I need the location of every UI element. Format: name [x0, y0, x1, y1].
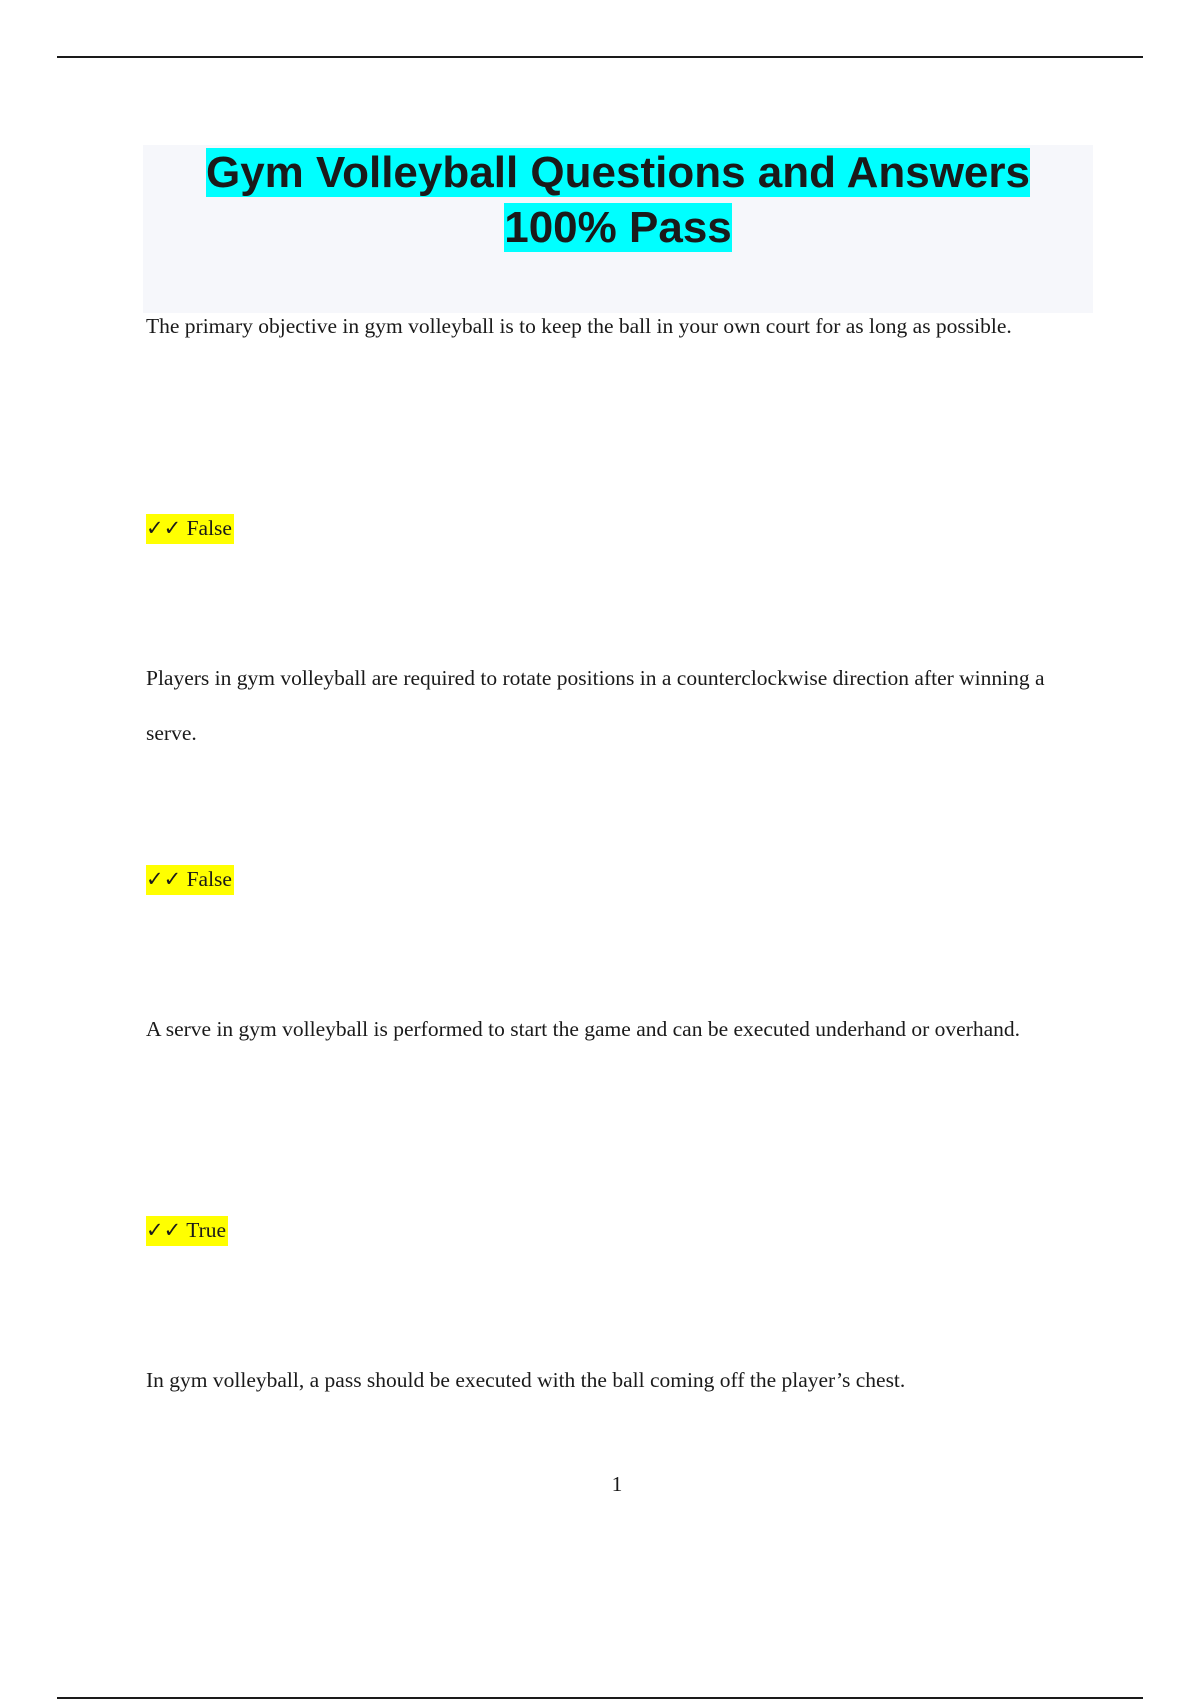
- question-block: [146, 1002, 1066, 1057]
- question-text: Players in gym volleyball are required to rotate positions in a counterclockwise direction after winning a serve.: [146, 666, 1045, 745]
- question-block: [146, 651, 1066, 761]
- answer-text: False: [186, 516, 232, 540]
- answer-highlight: [146, 1216, 228, 1246]
- answer-text: False: [186, 867, 232, 891]
- question-block: [146, 1353, 1146, 1408]
- answer: [146, 511, 234, 545]
- answer-text: True: [186, 1218, 227, 1242]
- question-text: The primary objective in gym volleyball is to keep the ball in your own court for as long as possible.: [146, 314, 1012, 338]
- answer-highlight: [146, 865, 234, 895]
- question-text: In gym volleyball, a pass should be executed with the ball coming off the player’s chest.: [146, 1368, 906, 1392]
- answer: [146, 862, 234, 896]
- header-rule: [57, 56, 1143, 58]
- question-text: A serve in gym volleyball is performed to start the game and can be executed underhand or overhand.: [146, 1017, 1021, 1041]
- answer-highlight: [146, 514, 234, 544]
- page-number: 1: [611, 1472, 623, 1496]
- title-line-1: Gym Volleyball Questions and Answers: [205, 148, 1030, 197]
- checkmark-icon: ✓✓: [146, 867, 182, 891]
- document-title: [143, 145, 1093, 255]
- checkmark-icon: ✓✓: [146, 516, 182, 540]
- answer: [146, 1213, 228, 1247]
- footer-rule: [57, 1697, 1143, 1699]
- checkmark-icon: ✓✓: [146, 1218, 182, 1242]
- question-block: [146, 299, 1066, 354]
- title-line-2: 100% Pass: [504, 203, 732, 252]
